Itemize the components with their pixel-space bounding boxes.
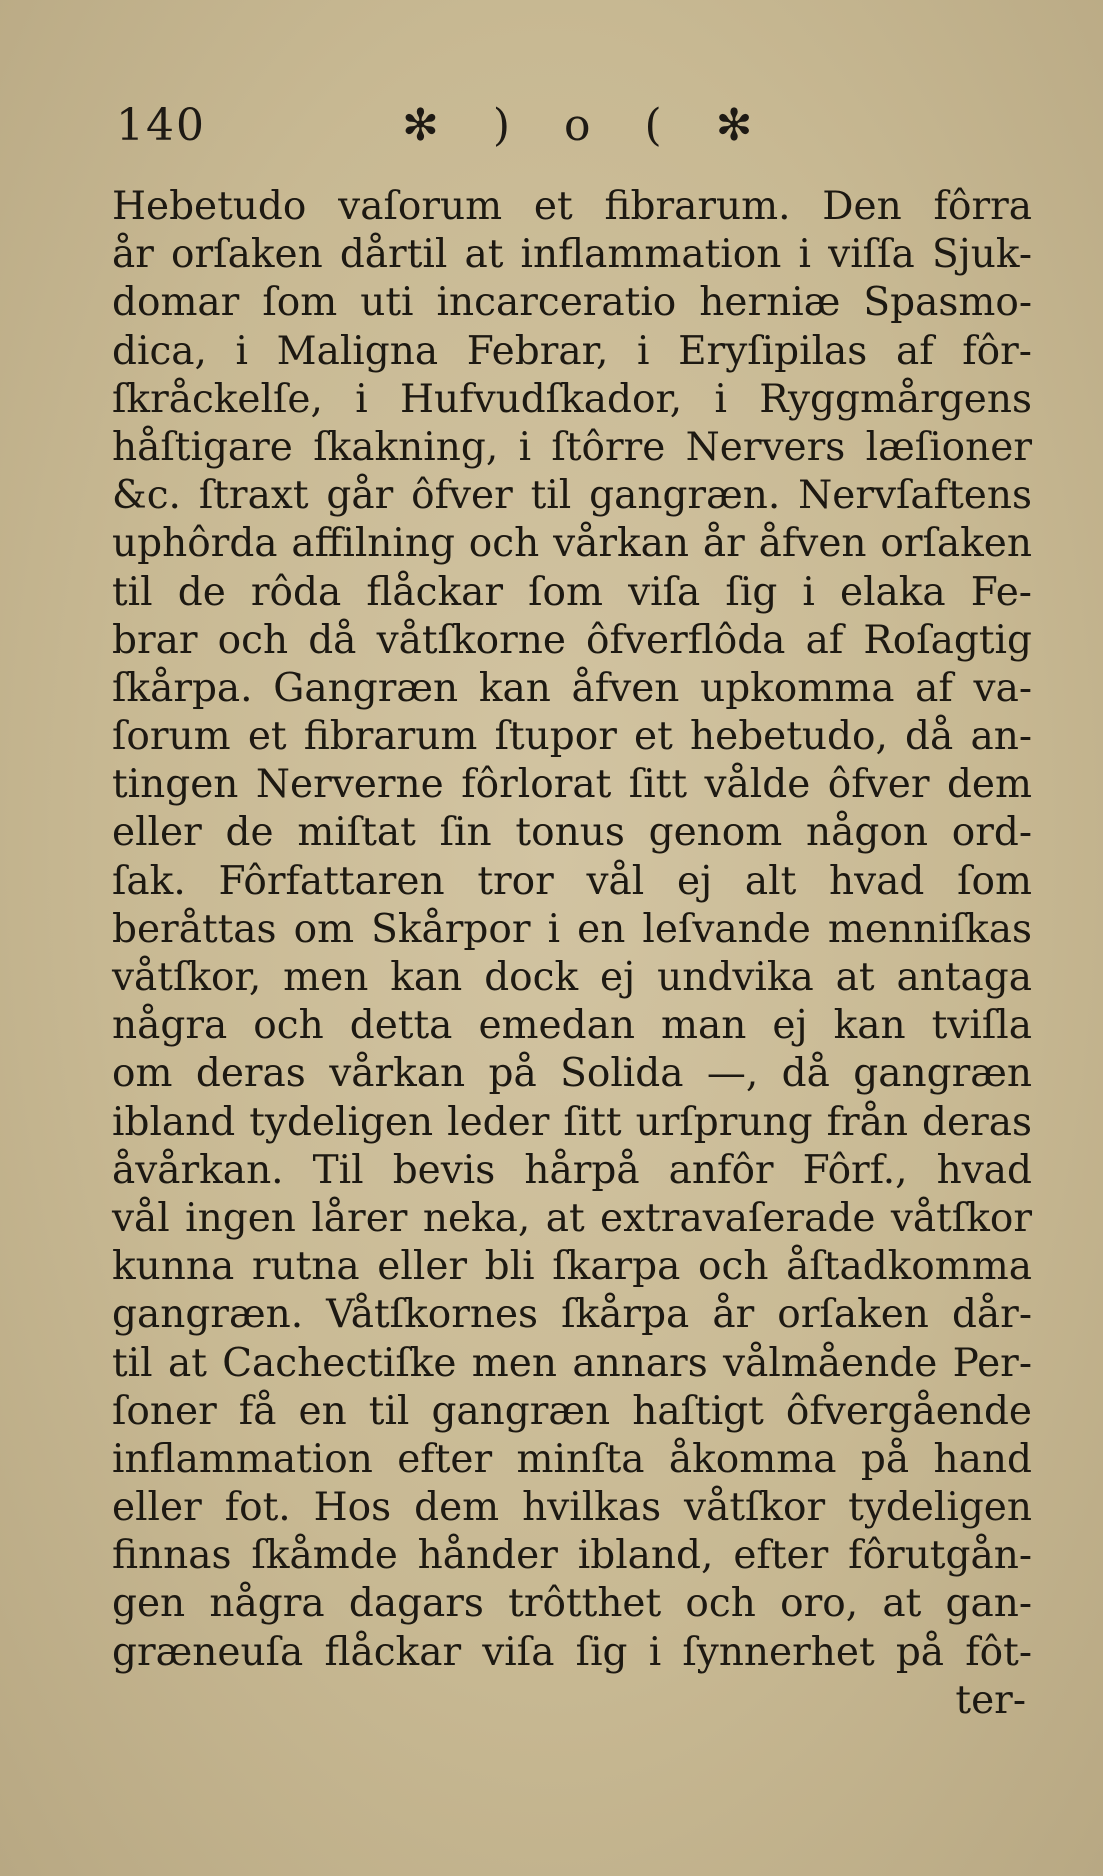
text-line: om deras vårkan på Solida —, då gangræn [112,1051,1032,1097]
text-line: ſorum et fibrarum ſtupor et hebetudo, då an- [112,714,1032,760]
text-line: gangræn. Våtſkornes ſkårpa år orſaken dår- [112,1292,1032,1338]
text-line: uphôrda affilning och vårkan år åfven orſaken [112,521,1032,567]
text-line: håſtigare ſkakning, i ſtôrre Nervers læſioner [112,424,1032,470]
text-line: åvårkan. Til bevis hårpå anfôr Fôrf., hvad [112,1147,1032,1193]
text-line: år orſaken dårtil at inflammation i viſſa Sjuk- [112,232,1032,278]
text-line: beråttas om Skårpor i en leſvande menniſkas [112,906,1032,952]
text-line: Hebetudo vaſorum et fibrarum. Den fôrra [112,184,1032,229]
text-line: til at Cachectiſke men annars vålmående Per- [112,1340,1032,1386]
text-line: til de rôda flåckar ſom viſa ſig i elaka Fe- [112,569,1032,615]
text-line: dica, i Maligna Febrar, i Eryſipilas af fôr- [112,328,1032,374]
text-line: inflammation efter minſta åkomma på hand [112,1436,1032,1482]
catchword: ter- [955,1677,1026,1723]
text-line: gen några dagars trôtthet och oro, at gan- [112,1581,1032,1627]
text-line: ſoner få en til gangræn haſtigt ôfvergående [112,1388,1032,1434]
text-line: ſak. Fôrfattaren tror vål ej alt hvad ſom [112,858,1032,904]
text-line: ſkårpa. Gangræn kan åfven upkomma af va- [112,665,1032,711]
text-line: ibland tydeligen leder ſitt urſprung från deras [112,1099,1032,1145]
body-text [112,183,1032,1725]
text-line: finnas ſkåmde hånder ibland, efter fôrutgån- [112,1533,1032,1579]
page-number: 140 [116,100,206,151]
running-header [112,100,1012,160]
text-line: kunna rutna eller bli ſkarpa och åſtadkomma [112,1244,1032,1290]
text-line: domar ſom uti incarceratio herniæ Spasmo- [112,280,1032,326]
text-line: græneuſa flåckar viſa ſig i ſynnerhet på fôt- [112,1629,1032,1675]
text-line: några och detta emedan man ej kan tviſla [112,1003,1032,1049]
text-line: vål ingen lårer neka, at extravaſerade våtſkor [112,1195,1032,1241]
text-line: brar och då våtſkorne ôfverflôda af Roſagtig [112,617,1032,663]
text-line: ſkråckelſe, i Hufvudſkador, i Ryggmårgens [112,376,1032,422]
text-line: &c. ſtraxt går ôfver til gangræn. Nervſaftens [112,473,1032,519]
text-line: eller de miſtat ſin tonus genom någon ord- [112,810,1032,856]
header-ornament: ✻ ) o ( ✻ [402,100,773,151]
text-line: eller fot. Hos dem hvilkas våtſkor tydeligen [112,1485,1032,1531]
text-line: tingen Nerverne fôrlorat ſitt vålde ôfver dem [112,762,1032,808]
text-line: våtſkor, men kan dock ej undvika at antaga [112,955,1032,1000]
